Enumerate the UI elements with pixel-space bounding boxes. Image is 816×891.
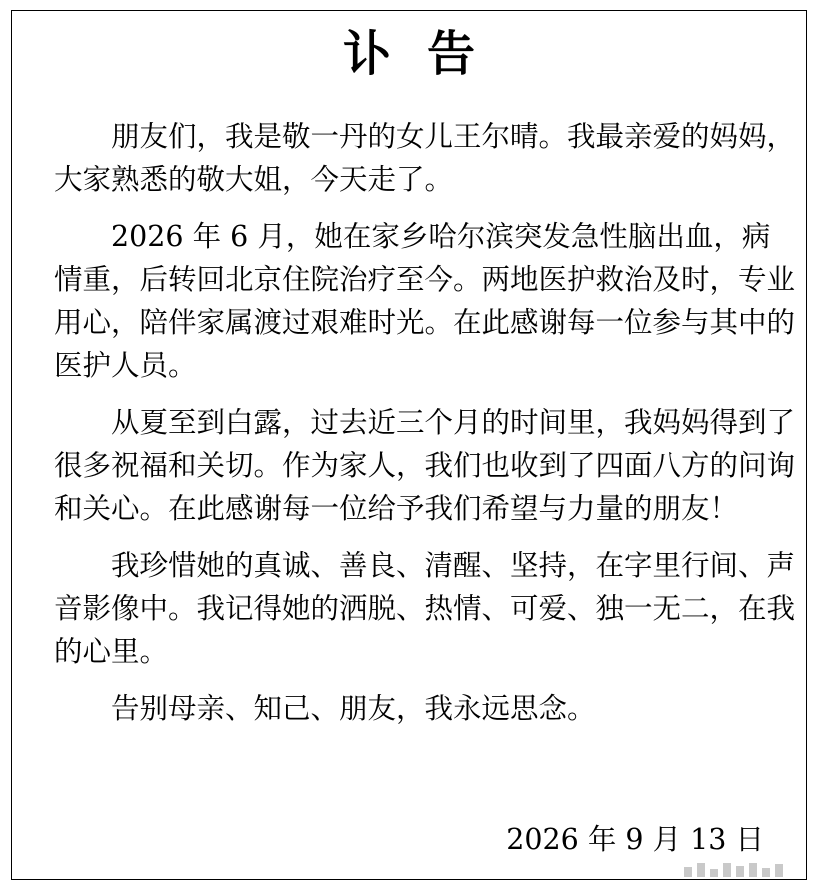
paragraph-2: 2026 年 6 月，她在家乡哈尔滨突发急性脑出血，病情重，后转回北京住院治疗至今。两地医护救治及时，专业用心，陪伴家属渡过艰难时光。在此感谢每一位参与其中的医护人员。 — [54, 220, 796, 382]
notice-frame — [11, 10, 807, 880]
watermark-logo — [684, 861, 794, 877]
paragraph-3: 从夏至到白露，过去近三个月的时间里，我妈妈得到了很多祝福和关切。作为家人，我们也收到了四面八方的问询和关心。在此感谢每一位给予我们希望与力量的朋友！ — [54, 406, 796, 525]
paragraph-4: 我珍惜她的真诚、善良、清醒、坚持，在字里行间、声音影像中。我记得她的洒脱、热情、可爱、独一无二，在我的心里。 — [54, 549, 796, 668]
paragraph-5: 告别母亲、知己、朋友，我永远思念。 — [111, 692, 596, 725]
notice-body — [54, 115, 796, 744]
notice-date: 2026 年 9 月 13 日 — [506, 823, 764, 856]
paragraph-1: 朋友们，我是敬一丹的女儿王尔晴。我最亲爱的妈妈，大家熟悉的敬大姐，今天走了。 — [54, 120, 796, 196]
notice-title: 讣告 — [342, 26, 511, 82]
